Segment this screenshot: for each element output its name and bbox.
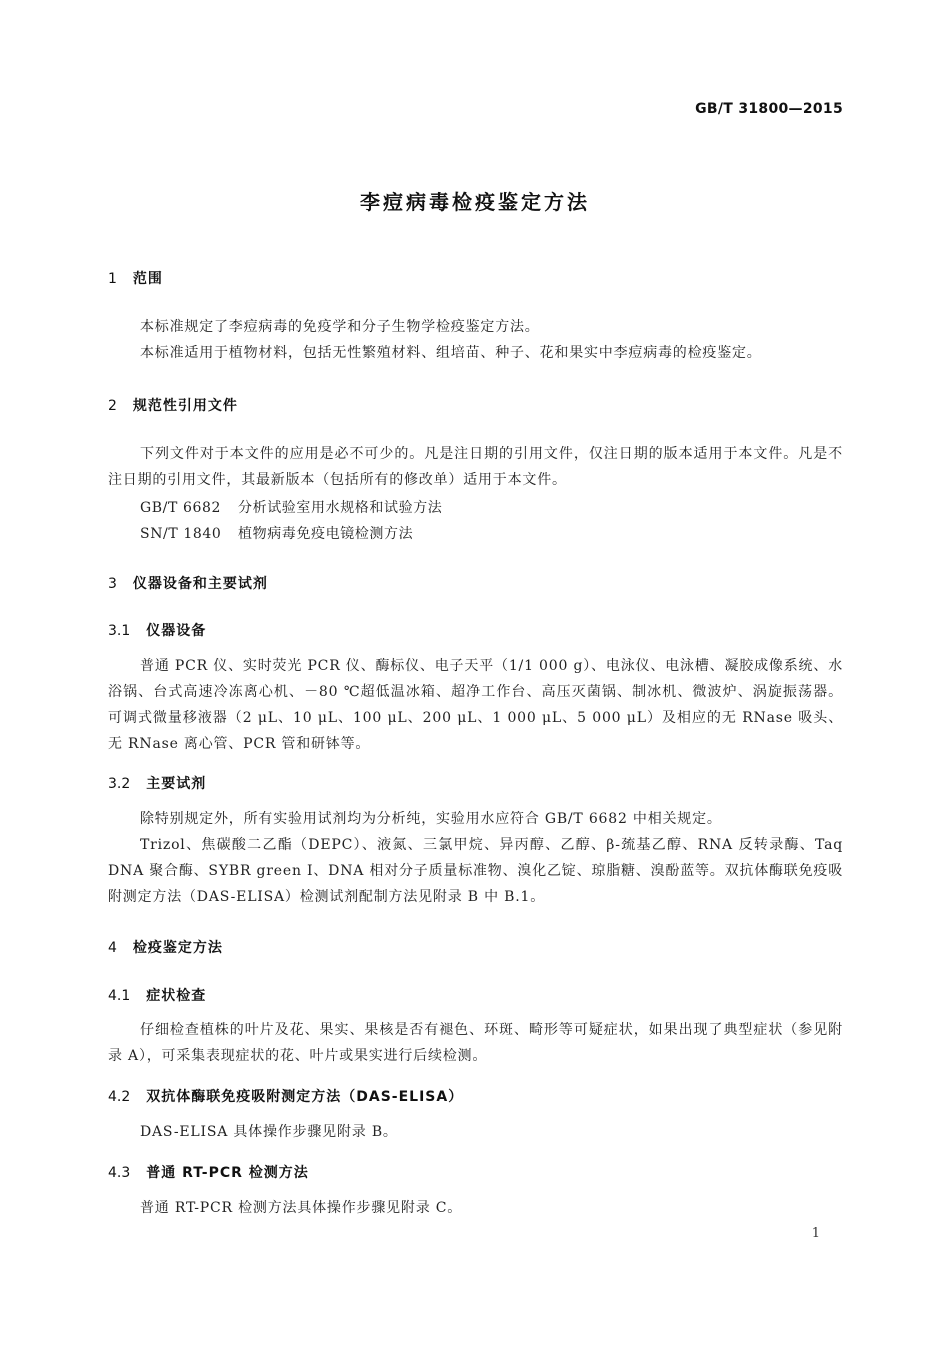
section-number: 3.1: [108, 623, 131, 639]
section-3-heading: [108, 573, 268, 593]
page-number: 1: [811, 1226, 820, 1241]
reference-code: SN/T 1840: [140, 526, 222, 542]
section-4-3-heading: [108, 1162, 309, 1182]
paragraph: 下列文件对于本文件的应用是必不可少的。凡是注日期的引用文件，仅注日期的版本适用于本文件。凡是不注日期的引用文件，其最新版本（包括所有的修改单）适用于本文件。: [108, 446, 843, 488]
paragraph: 普通 PCR 仪、实时荧光 PCR 仪、酶标仪、电子天平（1/1 000 g）、电泳仪、电泳槽、凝胶成像系统、水浴锅、台式高速冷冻离心机、－80 ℃超低温冰箱、超净工作台、高压灭菌锅、制冰机、微波炉、涡旋振荡器。可调式微量移液器（2 μL、10 μL、100 μL、200 μL、1 000 μL、5 000 μL）及相应的无 RNase 吸头、无 RNase 离心管、PCR 管和研钵等。: [108, 658, 843, 752]
section-4-1-heading: [108, 985, 206, 1005]
section-number: 4: [108, 940, 117, 956]
section-title: 普通 RT-PCR 检测方法: [146, 1165, 309, 1181]
paragraph: DAS-ELISA 具体操作步骤见附录 B。: [140, 1124, 398, 1140]
section-title: 主要试剂: [146, 776, 207, 792]
paragraph: 仔细检查植株的叶片及花、果实、果核是否有褪色、环斑、畸形等可疑症状，如果出现了典型症状（参见附录 A），可采集表现症状的花、叶片或果实进行后续检测。: [108, 1022, 843, 1064]
section-number: 3: [108, 576, 117, 592]
normative-reference: [140, 523, 413, 543]
section-number: 4.3: [108, 1165, 131, 1181]
section-number: 4.1: [108, 988, 131, 1004]
section-2-heading: [108, 395, 238, 415]
section-4-2-heading: [108, 1086, 463, 1106]
paragraph: 普通 RT-PCR 检测方法具体操作步骤见附录 C。: [140, 1200, 463, 1216]
paragraph: 本标准规定了李痘病毒的免疫学和分子生物学检疫鉴定方法。: [140, 319, 540, 335]
section-title: 仪器设备: [146, 623, 207, 639]
section-title: 症状检查: [146, 988, 207, 1004]
standard-number: GB/T 31800—2015: [695, 101, 843, 117]
section-4-heading: [108, 937, 223, 957]
reference-code: GB/T 6682: [140, 500, 222, 516]
normative-reference: [140, 497, 442, 517]
section-title: 规范性引用文件: [132, 398, 238, 414]
reference-name: 植物病毒免疫电镜检测方法: [238, 526, 414, 542]
section-title: 仪器设备和主要试剂: [132, 576, 268, 592]
reference-name: 分析试验室用水规格和试验方法: [238, 500, 443, 516]
section-number: 2: [108, 398, 117, 414]
section-title: 范围: [132, 271, 163, 287]
paragraph: 除特别规定外，所有实验用试剂均为分析纯，实验用水应符合 GB/T 6682 中相关规定。: [140, 811, 722, 827]
section-1-heading: [108, 268, 163, 288]
section-3-1-heading: [108, 620, 206, 640]
section-3-2-heading: [108, 773, 206, 793]
section-number: 1: [108, 271, 117, 287]
section-number: 3.2: [108, 776, 131, 792]
section-title: 检疫鉴定方法: [132, 940, 223, 956]
section-title: 双抗体酶联免疫吸附测定方法（DAS-ELISA）: [146, 1089, 464, 1105]
paragraph: Trizol、焦碳酸二乙酯（DEPC）、液氮、三氯甲烷、异丙醇、乙醇、β-巯基乙醇、RNA 反转录酶、Taq DNA 聚合酶、SYBR green Ⅰ、DNA 相对分子质量标准物、溴化乙锭、琼脂糖、溴酚蓝等。双抗体酶联免疫吸附测定方法（DAS-ELISA）检测试剂配制方法见附录 B 中 B.1。: [108, 837, 844, 905]
paragraph: 本标准适用于植物材料，包括无性繁殖材料、组培苗、种子、花和果实中李痘病毒的检疫鉴定。: [140, 345, 762, 361]
document-title: 李痘病毒检疫鉴定方法: [360, 190, 590, 214]
section-number: 4.2: [108, 1089, 131, 1105]
